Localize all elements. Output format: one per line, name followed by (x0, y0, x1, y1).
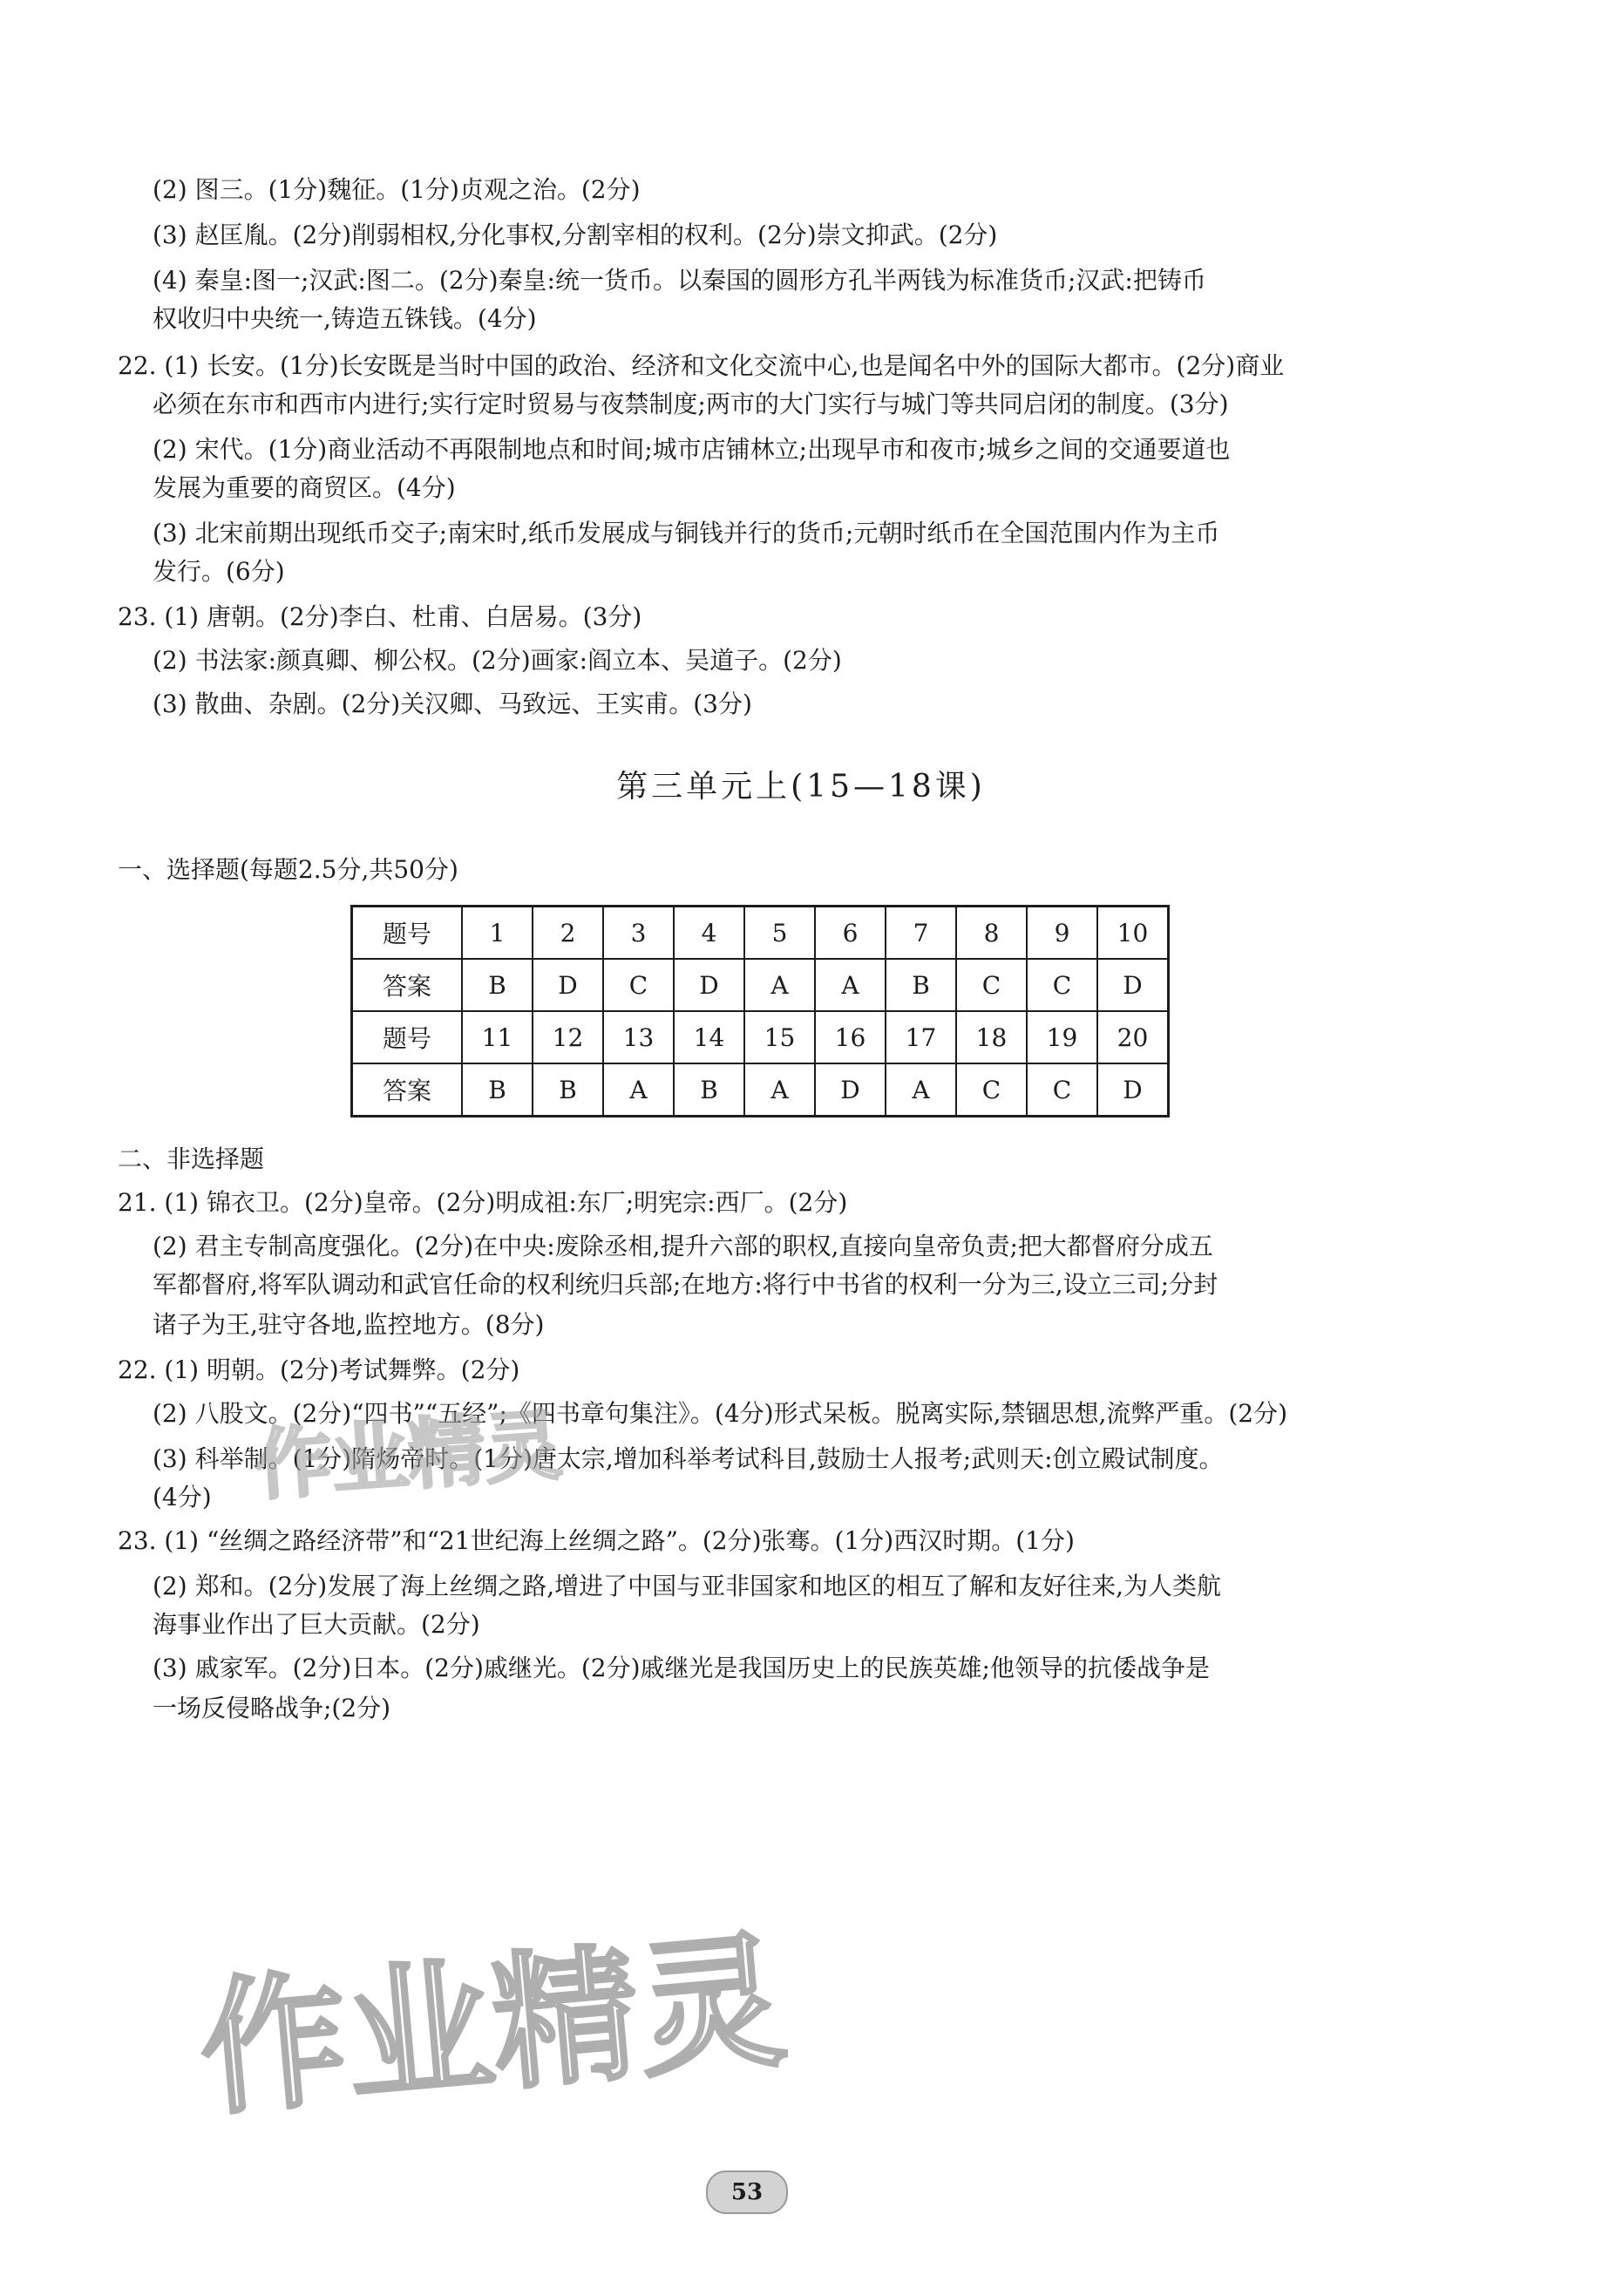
answer-cell: D (674, 959, 744, 1011)
answer-line: 22. (1) 长安。(1分)长安既是当时中国的政治、经济和文化交流中心,也是闻名中外的国际大都市。(2分)商业 (118, 351, 1285, 380)
answer-line: (4分) (153, 1483, 212, 1511)
question-number: 2 (533, 907, 603, 960)
answer-cell: C (1027, 1063, 1097, 1117)
table-row (352, 1011, 1169, 1063)
answer-line: 权收归中央统一,铸造五铢钱。(4分) (153, 304, 537, 333)
table-row-label: 题号 (352, 1011, 463, 1063)
answer-cell: C (956, 1063, 1027, 1117)
answer-cell: A (744, 1063, 815, 1117)
question-number: 4 (674, 907, 744, 960)
question-number: 7 (886, 907, 956, 960)
answer-line: (2) 书法家:颜真卿、柳公权。(2分)画家:阎立本、吴道子。(2分) (153, 646, 842, 675)
mc-heading: 一、选择题(每题2.5分,共50分) (118, 855, 458, 884)
answer-cell: B (533, 1063, 603, 1117)
answer-line: 发展为重要的商贸区。(4分) (153, 473, 456, 502)
question-number: 17 (886, 1011, 956, 1063)
answer-cell: C (956, 959, 1027, 1011)
question-number: 15 (744, 1011, 815, 1063)
question-number: 19 (1027, 1011, 1097, 1063)
question-number: 10 (1097, 907, 1169, 960)
answer-cell: D (1097, 959, 1169, 1011)
answer-line: 23. (1) 唐朝。(2分)李白、杜甫、白居易。(3分) (118, 602, 642, 631)
question-number: 16 (815, 1011, 886, 1063)
table-row-label: 答案 (352, 959, 463, 1011)
table-row (352, 959, 1169, 1011)
answer-line: 23. (1) “丝绸之路经济带”和“21世纪海上丝绸之路”。(2分)张骞。(1分)西汉时期。(1分) (118, 1526, 1075, 1555)
unit-title: 第三单元上(15—18课) (616, 769, 986, 805)
answer-line: 军都督府,将军队调动和武官任命的权利统归兵部;在地方:将行中书省的权利一分为三,设立三司;分封 (153, 1270, 1218, 1299)
answer-line: 发行。(6分) (153, 557, 285, 586)
answer-cell: C (1027, 959, 1097, 1011)
question-number: 8 (956, 907, 1027, 960)
answer-cell: A (603, 1063, 674, 1117)
answer-cell: D (815, 1063, 886, 1117)
answer-line: (3) 戚家军。(2分)日本。(2分)戚继光。(2分)戚继光是我国历史上的民族英雄;他领导的抗倭战争是 (153, 1654, 1210, 1682)
question-number: 6 (815, 907, 886, 960)
answer-line: (2) 宋代。(1分)商业活动不再限制地点和时间;城市店铺林立;出现早市和夜市;城乡之间的交通要道也 (153, 435, 1231, 464)
question-number: 20 (1097, 1011, 1169, 1063)
answer-line: (3) 赵匡胤。(2分)削弱相权,分化事权,分割宰相的权利。(2分)崇文抑武。(2分) (153, 221, 998, 249)
question-number: 11 (462, 1011, 533, 1063)
table-row (352, 1063, 1169, 1117)
answer-line: (2) 郑和。(2分)发展了海上丝绸之路,增进了中国与亚非国家和地区的相互了解和友好往来,为人类航 (153, 1572, 1222, 1600)
answer-line: (3) 北宋前期出现纸币交子;南宋时,纸币发展成与铜钱并行的货币;元朝时纸币在全国范围内作为主币 (153, 519, 1220, 547)
answer-cell: B (462, 1063, 533, 1117)
question-number: 13 (603, 1011, 674, 1063)
nc-heading: 二、非选择题 (118, 1145, 265, 1173)
answer-cell: D (533, 959, 603, 1011)
answer-line: (3) 科举制。(1分)隋炀帝时。(1分)唐太宗,增加科举考试科目,鼓励士人报考;武则天:创立殿试制度。 (153, 1444, 1224, 1473)
question-number: 18 (956, 1011, 1027, 1063)
question-number: 9 (1027, 907, 1097, 960)
answer-cell: A (744, 959, 815, 1011)
question-number: 5 (744, 907, 815, 960)
answer-cell: B (462, 959, 533, 1011)
answer-cell: C (603, 959, 674, 1011)
answer-cell: B (674, 1063, 744, 1117)
answer-cell: B (886, 959, 956, 1011)
answer-line: 诸子为王,驻守各地,监控地方。(8分) (153, 1310, 545, 1339)
page-number: 53 (706, 2170, 788, 2214)
answer-line: 一场反侵略战争;(2分) (153, 1694, 391, 1722)
watermark-logo: 作业精灵 (193, 1915, 792, 2136)
question-number: 3 (603, 907, 674, 960)
question-number: 14 (674, 1011, 744, 1063)
answer-cell: A (815, 959, 886, 1011)
answer-line: (4) 秦皇:图一;汉武:图二。(2分)秦皇:统一货币。以秦国的圆形方孔半两钱为标准货币;汉武:把铸币 (153, 266, 1206, 295)
answer-line: 海事业作出了巨大贡献。(2分) (153, 1610, 480, 1639)
answer-line: (2) 八股文。(2分)“四书”“五经”;《四书章句集注》。(4分)形式呆板。脱离实际,禁锢思想,流弊严重。(2分) (153, 1399, 1288, 1428)
answer-line: 22. (1) 明朝。(2分)考试舞弊。(2分) (118, 1355, 520, 1384)
answer-line: (2) 图三。(1分)魏征。(1分)贞观之治。(2分) (153, 175, 641, 204)
question-number: 12 (533, 1011, 603, 1063)
table-row-label: 答案 (352, 1063, 463, 1117)
watermark-logo: 作业精灵 (252, 1399, 565, 1511)
answer-cell: A (886, 1063, 956, 1117)
answer-line: 必须在东市和西市内进行;实行定时贸易与夜禁制度;两市的大门实行与城门等共同启闭的制度。(3分) (153, 390, 1229, 418)
question-number: 1 (462, 907, 533, 960)
answer-line: (3) 散曲、杂剧。(2分)关汉卿、马致远、王实甫。(3分) (153, 689, 752, 718)
answer-line: 21. (1) 锦衣卫。(2分)皇帝。(2分)明成祖:东厂;明宪宗:西厂。(2分) (118, 1188, 848, 1217)
table-row (352, 907, 1169, 960)
table-row-label: 题号 (352, 907, 463, 960)
answer-table (350, 905, 1170, 1117)
answer-line: (2) 君主专制高度强化。(2分)在中央:废除丞相,提升六部的职权,直接向皇帝负责;把大都督府分成五 (153, 1232, 1213, 1260)
answer-cell: D (1097, 1063, 1169, 1117)
